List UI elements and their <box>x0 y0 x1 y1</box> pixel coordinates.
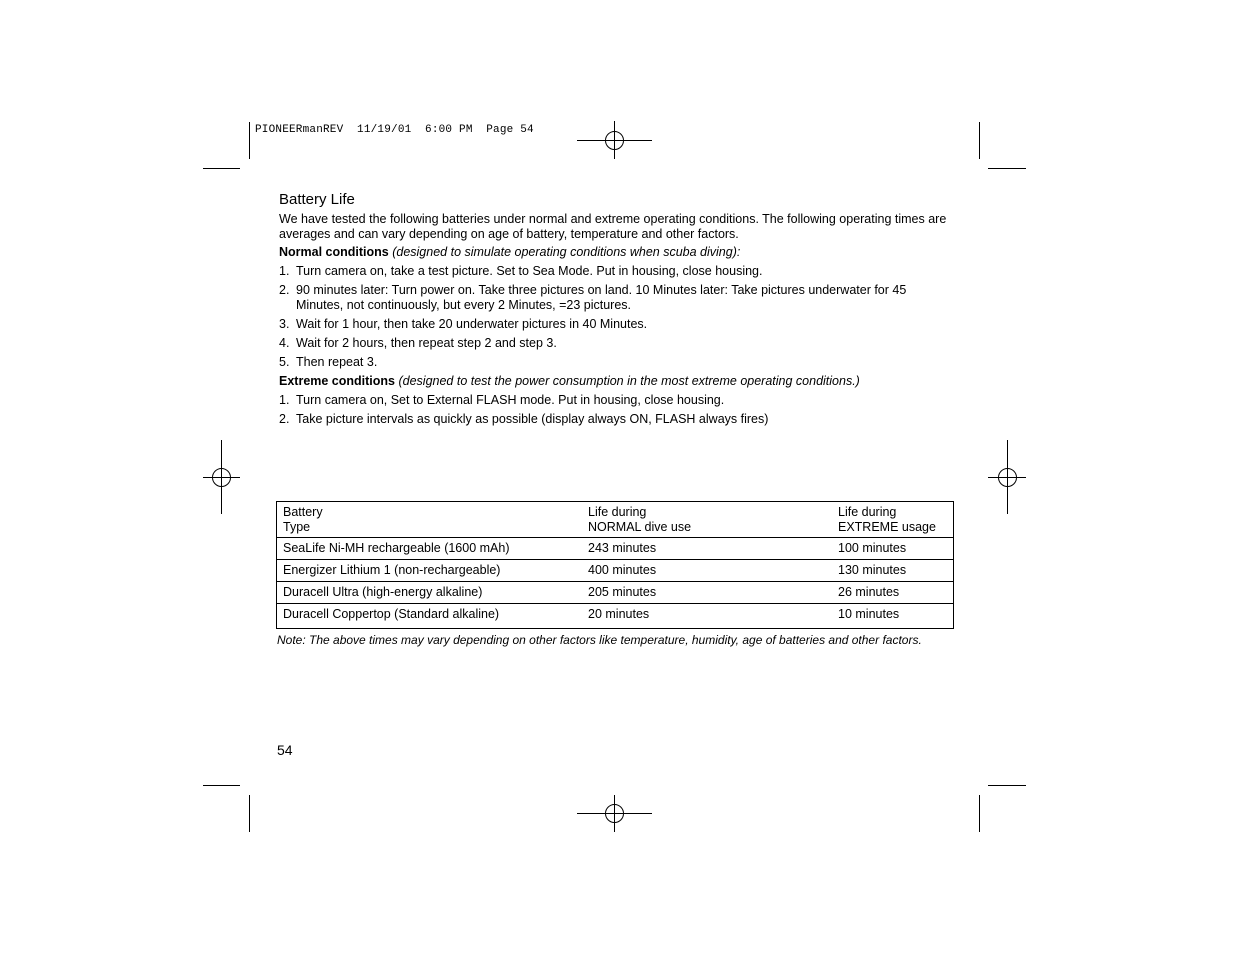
table-row <box>277 582 954 604</box>
page-title: Battery Life <box>279 191 355 208</box>
list-item <box>279 355 954 370</box>
registration-mark-bottom <box>577 795 652 832</box>
normal-conditions-heading <box>279 245 954 260</box>
list-item-text: Turn camera on, Set to External FLASH mode. Put in housing, close housing. <box>296 393 725 407</box>
registration-mark-top <box>577 121 652 159</box>
registration-mark-right <box>988 440 1026 514</box>
normal-conditions-note: (designed to simulate operating conditions when scuba diving): <box>392 245 741 259</box>
column-header-line: Battery <box>283 505 323 519</box>
registration-mark-left <box>203 440 240 514</box>
list-item <box>279 393 954 408</box>
table-cell: 243 minutes <box>582 538 832 560</box>
table-cell: 20 minutes <box>588 607 650 621</box>
list-item-number: 3. <box>279 317 290 331</box>
list-item-text: 90 minutes later: Turn power on. Take three pictures on land. 10 Minutes later: Take pictures underwater for 45 Minutes, not continuously, but every 2 Minutes, =23 pictures. <box>296 283 907 312</box>
table-cell: 100 minutes <box>832 538 954 560</box>
list-item-number: 5. <box>279 355 290 369</box>
list-item <box>279 264 954 279</box>
list-item <box>279 412 954 427</box>
table-cell: 10 minutes <box>838 607 900 621</box>
list-item-text: Turn camera on, take a test picture. Set to Sea Mode. Put in housing, close housing. <box>296 264 763 278</box>
column-header-line: Life during <box>588 505 647 519</box>
table-cell: 400 minutes <box>582 560 832 582</box>
normal-conditions-steps <box>279 264 954 370</box>
list-item-text: Then repeat 3. <box>296 355 378 369</box>
extreme-conditions-lead: Extreme conditions <box>279 374 395 388</box>
list-item-number: 2. <box>279 283 290 297</box>
intro-paragraph: We have tested the following batteries under normal and extreme operating conditions. The following operating times are averages and can vary depending on age of battery, temperature and other factors. <box>279 212 947 241</box>
column-header-line: EXTREME usage <box>838 520 936 534</box>
column-header-line: Type <box>283 520 311 534</box>
normal-conditions-lead: Normal conditions <box>279 245 389 259</box>
table-row <box>277 538 954 560</box>
table-cell: Energizer Lithium 1 (non-rechargeable) <box>277 560 583 582</box>
extreme-conditions-steps <box>279 393 954 427</box>
list-item-text: Wait for 2 hours, then repeat step 2 and step 3. <box>296 336 557 350</box>
extreme-conditions-note: (designed to test the power consumption in the most extreme operating conditions.) <box>398 374 860 388</box>
table-cell: Duracell Ultra (high-energy alkaline) <box>277 582 583 604</box>
battery-life-table <box>276 501 954 629</box>
list-item-number: 1. <box>279 393 290 407</box>
list-item <box>279 336 954 351</box>
column-header-battery-type <box>277 502 583 538</box>
content-area <box>279 191 954 431</box>
table-row <box>277 560 954 582</box>
list-item <box>279 283 954 313</box>
table-cell: SeaLife Ni-MH rechargeable (1600 mAh) <box>277 538 583 560</box>
table-cell: 26 minutes <box>832 582 954 604</box>
print-slug: PIONEERmanREV 11/19/01 6:00 PM Page 54 <box>255 124 534 136</box>
column-header-line: Life during <box>838 505 897 519</box>
page-number: 54 <box>277 742 293 758</box>
table-cell: 205 minutes <box>582 582 832 604</box>
battery-table-container <box>276 501 954 629</box>
column-header-normal-use <box>582 502 832 538</box>
column-header-line: NORMAL dive use <box>588 520 692 534</box>
list-item <box>279 317 954 332</box>
table-cell: 130 minutes <box>832 560 954 582</box>
list-item-number: 2. <box>279 412 290 426</box>
list-item-text: Wait for 1 hour, then take 20 underwater pictures in 40 Minutes. <box>296 317 648 331</box>
table-footnote: Note: The above times may vary depending on other factors like temperature, humidity, age of batteries and other factors. <box>277 633 922 647</box>
table-header-row <box>277 502 954 538</box>
list-item-text: Take picture intervals as quickly as possible (display always ON, FLASH always fires) <box>296 412 769 426</box>
list-item-number: 1. <box>279 264 290 278</box>
list-item-number: 4. <box>279 336 290 350</box>
column-header-extreme-usage <box>832 502 954 538</box>
extreme-conditions-heading <box>279 374 954 389</box>
table-row <box>277 604 954 629</box>
table-cell: Duracell Coppertop (Standard alkaline) <box>283 607 500 621</box>
